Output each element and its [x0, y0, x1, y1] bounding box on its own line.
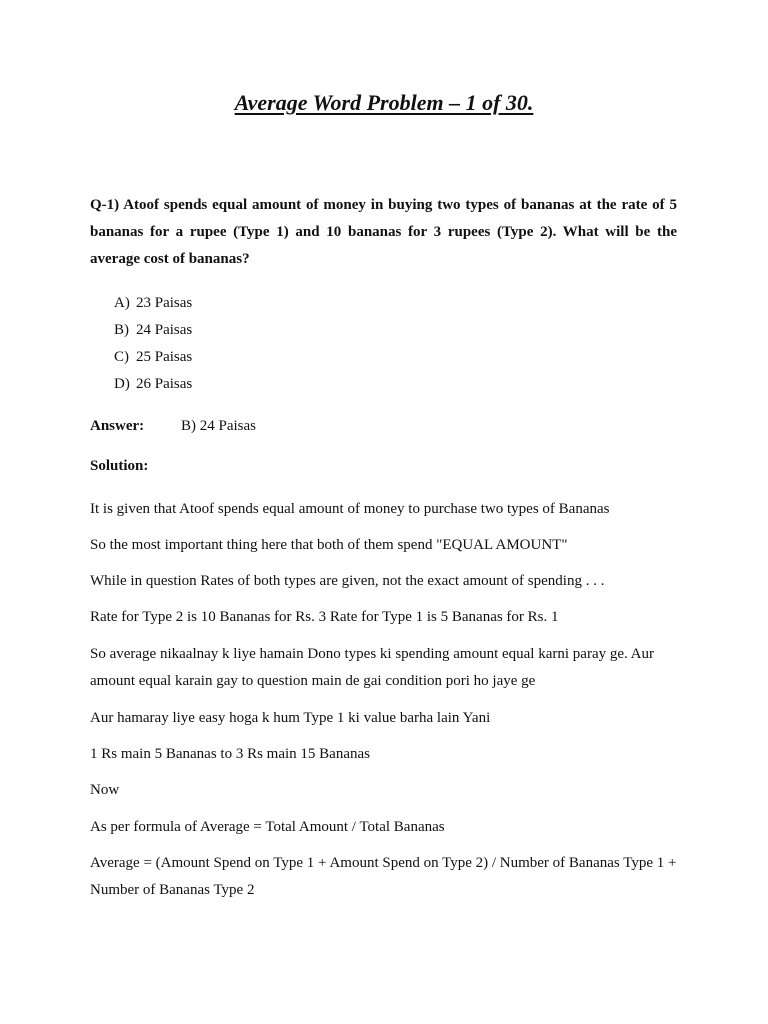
solution-label: Solution:: [90, 458, 149, 474]
answer-value: B) 24 Paisas: [181, 418, 256, 434]
answer-row: [90, 418, 256, 435]
option-c: [114, 345, 192, 372]
answer-options: [114, 291, 192, 399]
option-text: 24 Paisas: [136, 322, 193, 338]
solution-line: Aur hamaray liye easy hoga k hum Type 1 ki value barha lain Yani: [90, 710, 491, 726]
solution-line: It is given that Atoof spends equal amount of money to purchase two types of Bananas: [90, 501, 610, 517]
answer-label: Answer:: [90, 418, 145, 434]
solution-line: So average nikaalnay k liye hamain Dono types ki spending amount equal karni paray ge. Aur amount equal karain gay to question main de gai condition pori ho jaye ge: [90, 646, 655, 689]
solution-line: Now: [90, 782, 120, 798]
option-text: 25 Paisas: [136, 349, 193, 365]
question-text: Q-1) Atoof spends equal amount of money in buying two types of bananas at the rate of 5 bananas for a rupee (Type 1) and 10 bananas for 3 rupees (Type 2). What will be the average cost of bananas?: [90, 197, 677, 267]
solution-line: Rate for Type 2 is 10 Bananas for Rs. 3 Rate for Type 1 is 5 Bananas for Rs. 1: [90, 609, 559, 625]
option-a: [114, 291, 192, 318]
solution-line: As per formula of Average = Total Amount / Total Bananas: [90, 819, 445, 835]
option-letter: B): [114, 322, 129, 338]
page-title: Average Word Problem – 1 of 30.: [234, 90, 534, 115]
solution-line: So the most important thing here that both of them spend "EQUAL AMOUNT": [90, 537, 568, 553]
option-letter: C): [114, 349, 129, 365]
solution-line: 1 Rs main 5 Bananas to 3 Rs main 15 Bananas: [90, 746, 370, 762]
solution-line: While in question Rates of both types are given, not the exact amount of spending . . .: [90, 573, 605, 589]
solution-line: Average = (Amount Spend on Type 1 + Amount Spend on Type 2) / Number of Bananas Type 1 + Number of Bananas Type 2: [90, 855, 677, 898]
option-text: 26 Paisas: [136, 376, 193, 392]
option-d: [114, 372, 192, 399]
option-b: [114, 318, 192, 345]
option-letter: A): [114, 295, 130, 311]
option-letter: D): [114, 376, 130, 392]
option-text: 23 Paisas: [136, 295, 193, 311]
